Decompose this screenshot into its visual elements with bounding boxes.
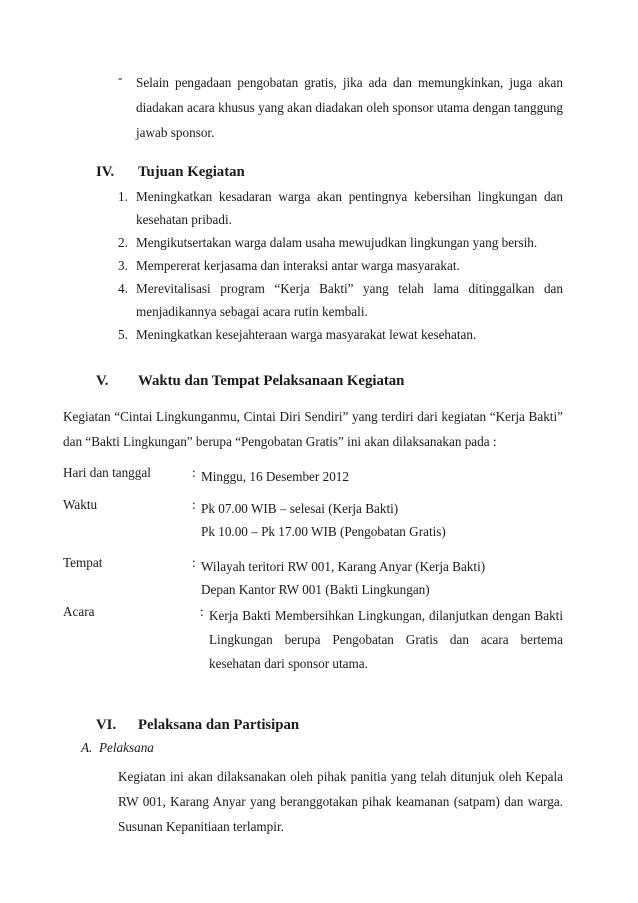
list-item-text: Mengikutsertakan warga dalam usaha mewujudkan lingkungan yang bersih. xyxy=(136,235,538,250)
section-vi-title: Pelaksana dan Partisipan xyxy=(138,717,300,733)
list-item-number: 1. xyxy=(118,189,128,204)
schedule-row-time xyxy=(63,497,563,545)
objectives-list xyxy=(118,185,563,346)
bullet-marker: - xyxy=(118,70,123,85)
list-item-number: 2. xyxy=(118,235,128,250)
list-item-text: Mempererat kerjasama dan interaksi antar warga masyarakat. xyxy=(136,258,460,273)
colon: : xyxy=(192,555,196,570)
list-item xyxy=(118,323,563,346)
list-item xyxy=(118,254,563,277)
section-iv-heading xyxy=(96,164,396,184)
row-key: Acara xyxy=(63,604,95,619)
section-v-title: Waktu dan Tempat Pelaksanaan Kegiatan xyxy=(138,373,405,389)
list-item xyxy=(118,231,563,254)
list-item-text: Merevitalisasi program “Kerja Bakti” yang telah lama ditinggalkan dan menjadikannya sebagai acara rutin kembali. xyxy=(136,281,563,319)
section-iv-number: IV. xyxy=(96,164,115,180)
list-item xyxy=(118,277,563,323)
row-values xyxy=(200,604,563,676)
row-value: Minggu, 16 Desember 2012 xyxy=(201,469,349,484)
subsection-a-text: Kegiatan ini akan dilaksanakan oleh pihak panitia yang telah ditunjuk oleh Kepala RW 001, Karang Anyar yang beranggotakan pihak keamanan (satpam) dan warga. Susunan Kepanitiaan terlampir. xyxy=(118,769,563,834)
row-value: Depan Kantor RW 001 (Bakti Lingkungan) xyxy=(201,582,430,597)
section-iv-title: Tujuan Kegiatan xyxy=(138,164,245,180)
row-values xyxy=(192,497,563,543)
section-vi-heading xyxy=(96,717,496,737)
row-key: Waktu xyxy=(63,497,98,512)
row-value: Wilayah teritori RW 001, Karang Anyar (Kerja Bakti) xyxy=(201,559,486,574)
bullet-text: Selain pengadaan pengobatan gratis, jika ada dan memungkinkan, juga akan diadakan acara khusus yang akan diadakan oleh sponsor utama dengan tanggung jawab sponsor. xyxy=(136,75,563,140)
list-item-number: 3. xyxy=(118,258,128,273)
subsection-a-label: A. Pelaksana xyxy=(81,740,154,755)
section-vi-number: VI. xyxy=(96,717,117,733)
bullet-paragraph xyxy=(118,70,563,145)
row-key: Tempat xyxy=(63,555,103,570)
list-item-number: 4. xyxy=(118,281,128,296)
row-value: Kerja Bakti Membersihkan Lingkungan, dilanjutkan dengan Bakti Lingkungan berupa Pengobatan Gratis dan acara bertema kesehatan dari sponsor utama. xyxy=(209,608,563,671)
schedule-row-event xyxy=(63,604,563,679)
schedule-row-date xyxy=(63,465,563,489)
section-v-intro: Kegiatan “Cintai Lingkunganmu, Cintai Diri Sendiri” yang terdiri dari kegiatan “Kerja Bakti” dan “Bakti Lingkungan” berupa “Pengobatan Gratis” ini akan dilaksanakan pada : xyxy=(63,409,563,449)
row-value: Pk 07.00 WIB – selesai (Kerja Bakti) xyxy=(201,501,399,516)
row-values xyxy=(192,465,563,488)
row-key: Hari dan tanggal xyxy=(63,465,151,480)
schedule-row-place xyxy=(63,555,563,603)
list-item-text: Meningkatkan kesadaran warga akan pentingnya kebersihan lingkungan dan kesehatan pribadi. xyxy=(136,189,563,227)
row-value: Pk 10.00 – Pk 17.00 WIB (Pengobatan Gratis) xyxy=(201,524,446,539)
colon: : xyxy=(192,497,196,512)
row-values xyxy=(192,555,563,601)
list-item-text: Meningkatkan kesejahteraan warga masyarakat lewat kesehatan. xyxy=(136,327,477,342)
colon: : xyxy=(200,604,204,619)
section-v-heading xyxy=(96,373,496,393)
list-item xyxy=(118,185,563,231)
list-item-number: 5. xyxy=(118,327,128,342)
colon: : xyxy=(192,465,196,480)
section-v-number: V. xyxy=(96,373,109,389)
